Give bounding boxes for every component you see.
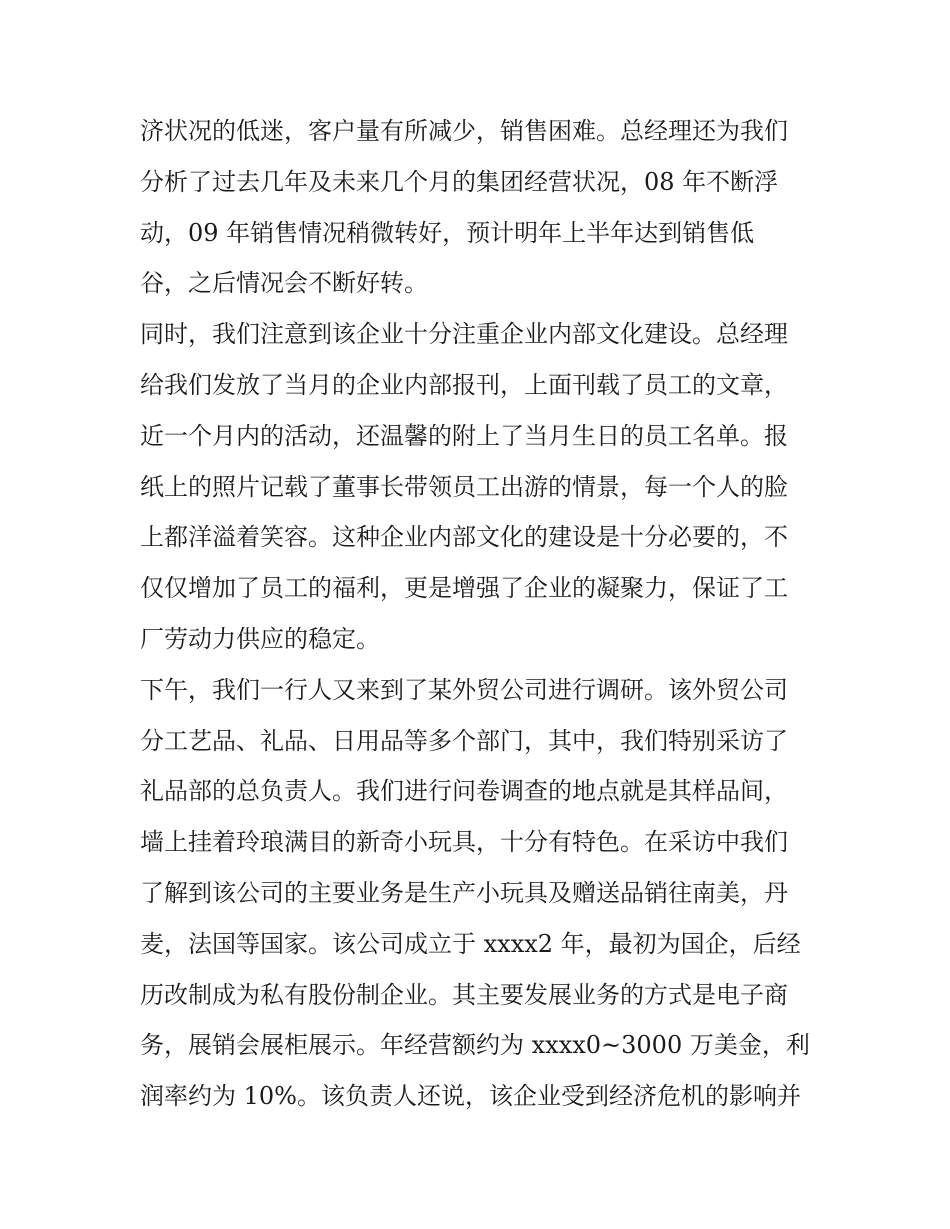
text-line: 下午，我们一行人又来到了某外贸公司进行调研。该外贸公司 [140, 675, 788, 704]
text-line: 墙上挂着玲琅满目的新奇小玩具，十分有特色。在采访中我们 [140, 828, 788, 857]
text-line: 麦，法国等国家。该公司成立于 xxxx2 年，最初为国企，后经 [140, 929, 801, 958]
text-line: 仅仅增加了员工的福利，更是增强了企业的凝聚力，保证了工 [140, 574, 788, 603]
document-body [140, 106, 820, 1122]
text-line: 给我们发放了当月的企业内部报刊，上面刊载了员工的文章， [140, 370, 788, 399]
text-line: 务，展销会展柜展示。年经营额约为 xxxx0~3000 万美金，利 [140, 1031, 810, 1060]
text-line: 润率约为 10%。该负责人还说，该企业受到经济危机的影响并 [140, 1082, 801, 1111]
text-line: 同时，我们注意到该企业十分注重企业内部文化建设。总经理 [140, 320, 788, 349]
text-line: 分析了过去几年及未来几个月的集团经营状况，08 年不断浮 [140, 167, 779, 196]
text-line: 历改制成为私有股份制企业。其主要发展业务的方式是电子商 [140, 980, 788, 1009]
text-line: 近一个月内的活动，还温馨的附上了当月生日的员工名单。报 [140, 421, 788, 450]
text-line: 礼品部的总负责人。我们进行问卷调查的地点就是其样品间， [140, 777, 788, 806]
text-line: 纸上的照片记载了董事长带领员工出游的情景，每一个人的脸 [140, 472, 788, 501]
text-line: 上都洋溢着笑容。这种企业内部文化的建设是十分必要的，不 [140, 523, 788, 552]
text-line: 谷，之后情况会不断好转。 [140, 269, 428, 298]
text-line: 了解到该公司的主要业务是生产小玩具及赠送品销往南美，丹 [140, 878, 788, 907]
text-line: 动，09 年销售情况稍微转好，预计明年上半年达到销售低 [140, 218, 755, 247]
text-line: 分工艺品、礼品、日用品等多个部门，其中，我们特别采访了 [140, 726, 788, 755]
text-line: 厂劳动力供应的稳定。 [140, 624, 380, 653]
text-line: 济状况的低迷，客户量有所减少，销售困难。总经理还为我们 [140, 117, 788, 145]
